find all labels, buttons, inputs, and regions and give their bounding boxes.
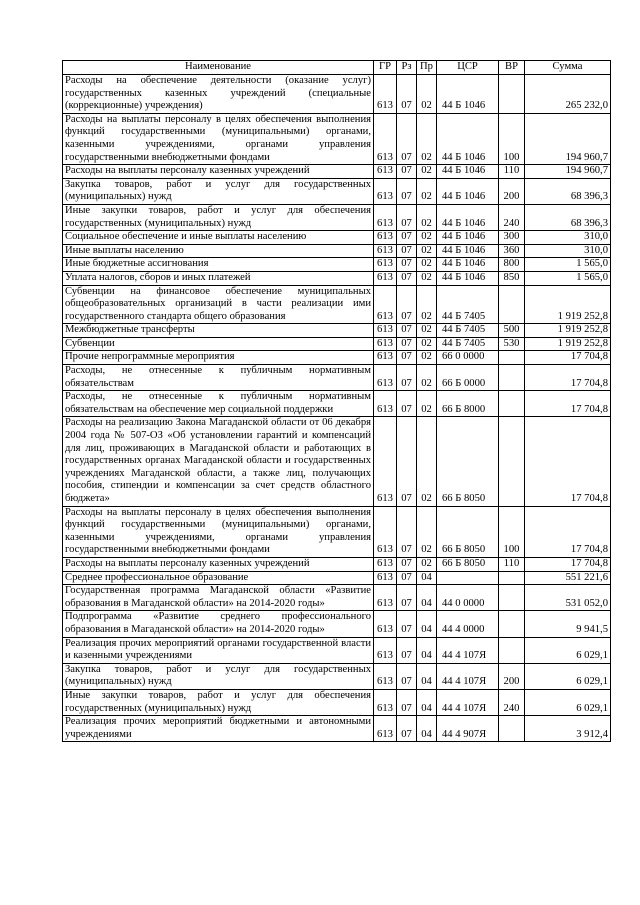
cell-vr [499, 391, 525, 417]
cell-rz: 07 [397, 365, 417, 391]
cell-sum: 551 221,6 [525, 571, 611, 585]
cell-sum: 310,0 [525, 244, 611, 258]
cell-name: Субвенции [63, 337, 374, 351]
header-gr: ГР [374, 61, 397, 75]
cell-sum: 265 232,0 [525, 75, 611, 114]
table-row [63, 689, 611, 715]
cell-rz: 07 [397, 165, 417, 179]
cell-pr: 04 [417, 611, 437, 637]
cell-vr: 850 [499, 271, 525, 285]
cell-vr: 100 [499, 506, 525, 557]
cell-sum: 6 029,1 [525, 637, 611, 663]
cell-vr: 100 [499, 113, 525, 164]
cell-vr [499, 365, 525, 391]
cell-sum: 194 960,7 [525, 113, 611, 164]
table-row [63, 165, 611, 179]
cell-rz: 07 [397, 271, 417, 285]
cell-csr: 44 Б 1046 [437, 271, 499, 285]
cell-pr: 04 [417, 637, 437, 663]
cell-vr: 800 [499, 258, 525, 272]
cell-gr: 613 [374, 178, 397, 204]
cell-name: Расходы на выплаты персоналу казенных учреждений [63, 557, 374, 571]
cell-gr: 613 [374, 258, 397, 272]
cell-rz: 07 [397, 178, 417, 204]
cell-pr: 02 [417, 351, 437, 365]
cell-csr: 44 Б 1046 [437, 204, 499, 230]
table-row [63, 258, 611, 272]
cell-rz: 07 [397, 663, 417, 689]
cell-pr: 04 [417, 663, 437, 689]
cell-name: Субвенции на финансовое обеспечение муниципальных общеобразовательных организаций в части реализации ими государственного стандарта общего образования [63, 285, 374, 324]
table-row [63, 417, 611, 506]
cell-name: Иные закупки товаров, работ и услуг для обеспечения государственных (муниципальных) нужд [63, 689, 374, 715]
cell-gr: 613 [374, 204, 397, 230]
cell-sum: 1 919 252,8 [525, 324, 611, 338]
table-row [63, 365, 611, 391]
cell-name: Государственная программа Магаданской области «Развитие образования в Магаданской области» на 2014-2020 годы» [63, 585, 374, 611]
cell-csr: 66 Б 8050 [437, 417, 499, 506]
cell-rz: 07 [397, 716, 417, 742]
cell-gr: 613 [374, 271, 397, 285]
cell-vr [499, 417, 525, 506]
cell-gr: 613 [374, 585, 397, 611]
header-name: Наименование [63, 61, 374, 75]
cell-csr: 44 4 107Я [437, 637, 499, 663]
cell-rz: 07 [397, 337, 417, 351]
cell-name: Межбюджетные трансферты [63, 324, 374, 338]
cell-gr: 613 [374, 611, 397, 637]
header-sum: Сумма [525, 61, 611, 75]
cell-csr: 66 Б 8000 [437, 391, 499, 417]
cell-pr: 02 [417, 557, 437, 571]
cell-name: Расходы на выплаты персоналу в целях обеспечения выполнения функций государственными (муниципальными) органами, казенными учреждениями, органами управления государственными внебюджетными фондами [63, 113, 374, 164]
cell-sum: 1 919 252,8 [525, 337, 611, 351]
cell-sum: 1 565,0 [525, 271, 611, 285]
cell-pr: 02 [417, 165, 437, 179]
cell-csr: 44 Б 1046 [437, 165, 499, 179]
table-row [63, 337, 611, 351]
cell-name: Расходы на обеспечение деятельности (оказание услуг) государственных казенных учреждений (специальные (коррекционные) учреждения) [63, 75, 374, 114]
cell-gr: 613 [374, 716, 397, 742]
cell-rz: 07 [397, 689, 417, 715]
cell-vr: 110 [499, 165, 525, 179]
cell-name: Иные выплаты населению [63, 244, 374, 258]
cell-vr: 360 [499, 244, 525, 258]
cell-pr: 02 [417, 391, 437, 417]
cell-csr: 66 Б 8050 [437, 506, 499, 557]
cell-rz: 07 [397, 611, 417, 637]
header-pr: Пр [417, 61, 437, 75]
cell-sum: 17 704,8 [525, 506, 611, 557]
cell-vr: 240 [499, 204, 525, 230]
cell-gr: 613 [374, 417, 397, 506]
cell-pr: 02 [417, 324, 437, 338]
cell-rz: 07 [397, 258, 417, 272]
cell-pr: 04 [417, 571, 437, 585]
cell-name: Иные бюджетные ассигнования [63, 258, 374, 272]
cell-vr: 530 [499, 337, 525, 351]
cell-sum: 1 565,0 [525, 258, 611, 272]
cell-rz: 07 [397, 637, 417, 663]
header-vr: ВР [499, 61, 525, 75]
budget-document [62, 60, 610, 742]
cell-rz: 07 [397, 506, 417, 557]
table-row [63, 244, 611, 258]
table-row [63, 324, 611, 338]
cell-sum: 1 919 252,8 [525, 285, 611, 324]
table-row [63, 663, 611, 689]
header-csr: ЦСР [437, 61, 499, 75]
table-row [63, 231, 611, 245]
cell-gr: 613 [374, 663, 397, 689]
table-row [63, 178, 611, 204]
budget-table [62, 60, 611, 742]
cell-csr: 44 Б 1046 [437, 258, 499, 272]
cell-vr [499, 351, 525, 365]
cell-rz: 07 [397, 113, 417, 164]
cell-csr: 44 4 107Я [437, 689, 499, 715]
cell-csr: 44 Б 1046 [437, 75, 499, 114]
cell-sum: 17 704,8 [525, 417, 611, 506]
cell-pr: 02 [417, 178, 437, 204]
table-header-row [63, 61, 611, 75]
cell-rz: 07 [397, 557, 417, 571]
cell-sum: 17 704,8 [525, 351, 611, 365]
cell-gr: 613 [374, 285, 397, 324]
cell-csr: 44 Б 1046 [437, 231, 499, 245]
table-row [63, 585, 611, 611]
cell-pr: 02 [417, 506, 437, 557]
cell-gr: 613 [374, 506, 397, 557]
cell-gr: 613 [374, 689, 397, 715]
cell-pr: 04 [417, 716, 437, 742]
cell-vr: 200 [499, 663, 525, 689]
cell-csr: 66 Б 0000 [437, 365, 499, 391]
cell-name: Иные закупки товаров, работ и услуг для обеспечения государственных (муниципальных) нужд [63, 204, 374, 230]
cell-pr: 02 [417, 113, 437, 164]
cell-vr [499, 75, 525, 114]
cell-rz: 07 [397, 417, 417, 506]
cell-sum: 17 704,8 [525, 391, 611, 417]
table-row [63, 611, 611, 637]
cell-sum: 68 396,3 [525, 204, 611, 230]
cell-gr: 613 [374, 231, 397, 245]
cell-name: Расходы на выплаты персоналу в целях обеспечения выполнения функций государственными (муниципальными) органами, казенными учреждениями, органами управления государственными внебюджетными фондами [63, 506, 374, 557]
cell-name: Расходы на реализацию Закона Магаданской области от 06 декабря 2004 года № 507-ОЗ «Об установлении гарантий и компенсаций для лиц, проживающих в Магаданской области и работающих в государственных органах Магаданской области и государственных учреждениях Магаданской области, а также лиц, получающих пособия, стипендии и компенсации за счет средств областного бюджета» [63, 417, 374, 506]
cell-sum: 310,0 [525, 231, 611, 245]
cell-sum: 17 704,8 [525, 557, 611, 571]
cell-pr: 04 [417, 689, 437, 715]
cell-vr [499, 611, 525, 637]
cell-rz: 07 [397, 285, 417, 324]
cell-name: Реализация прочих мероприятий органами государственной власти и казенными учреждениями [63, 637, 374, 663]
cell-sum: 531 052,0 [525, 585, 611, 611]
table-row [63, 113, 611, 164]
cell-pr: 02 [417, 285, 437, 324]
cell-name: Прочие непрограммные мероприятия [63, 351, 374, 365]
cell-vr [499, 637, 525, 663]
table-row [63, 571, 611, 585]
cell-csr: 66 Б 8050 [437, 557, 499, 571]
cell-rz: 07 [397, 231, 417, 245]
cell-csr: 44 4 107Я [437, 663, 499, 689]
cell-csr: 44 4 907Я [437, 716, 499, 742]
cell-rz: 07 [397, 324, 417, 338]
table-row [63, 637, 611, 663]
table-row [63, 204, 611, 230]
cell-gr: 613 [374, 571, 397, 585]
cell-rz: 07 [397, 244, 417, 258]
cell-sum: 194 960,7 [525, 165, 611, 179]
cell-gr: 613 [374, 324, 397, 338]
cell-name: Среднее профессиональное образование [63, 571, 374, 585]
cell-vr [499, 585, 525, 611]
cell-sum: 68 396,3 [525, 178, 611, 204]
cell-csr: 44 Б 1046 [437, 113, 499, 164]
cell-sum: 6 029,1 [525, 689, 611, 715]
cell-csr [437, 571, 499, 585]
cell-rz: 07 [397, 351, 417, 365]
table-body [63, 75, 611, 742]
cell-sum: 3 912,4 [525, 716, 611, 742]
cell-name: Реализация прочих мероприятий бюджетными и автономными учреждениями [63, 716, 374, 742]
cell-vr: 200 [499, 178, 525, 204]
cell-pr: 02 [417, 337, 437, 351]
cell-sum: 6 029,1 [525, 663, 611, 689]
cell-csr: 44 Б 7405 [437, 285, 499, 324]
cell-csr: 44 Б 1046 [437, 178, 499, 204]
cell-vr [499, 285, 525, 324]
cell-vr: 300 [499, 231, 525, 245]
cell-csr: 44 0 0000 [437, 585, 499, 611]
cell-pr: 02 [417, 417, 437, 506]
table-row [63, 271, 611, 285]
cell-gr: 613 [374, 113, 397, 164]
cell-csr: 44 Б 1046 [437, 244, 499, 258]
cell-gr: 613 [374, 337, 397, 351]
cell-pr: 02 [417, 75, 437, 114]
table-row [63, 351, 611, 365]
cell-csr: 44 Б 7405 [437, 324, 499, 338]
table-row [63, 557, 611, 571]
cell-gr: 613 [374, 637, 397, 663]
cell-rz: 07 [397, 204, 417, 230]
cell-rz: 07 [397, 391, 417, 417]
header-rz: Рз [397, 61, 417, 75]
cell-pr: 02 [417, 258, 437, 272]
table-row [63, 716, 611, 742]
cell-csr: 44 Б 7405 [437, 337, 499, 351]
cell-rz: 07 [397, 75, 417, 114]
cell-pr: 02 [417, 204, 437, 230]
cell-vr [499, 571, 525, 585]
cell-vr: 500 [499, 324, 525, 338]
cell-name: Подпрограмма «Развитие среднего профессионального образования в Магаданской области» на 2014-2020 годы» [63, 611, 374, 637]
table-row [63, 285, 611, 324]
cell-pr: 02 [417, 231, 437, 245]
cell-rz: 07 [397, 571, 417, 585]
cell-sum: 9 941,5 [525, 611, 611, 637]
cell-name: Уплата налогов, сборов и иных платежей [63, 271, 374, 285]
cell-name: Расходы на выплаты персоналу казенных учреждений [63, 165, 374, 179]
cell-pr: 02 [417, 271, 437, 285]
cell-pr: 02 [417, 244, 437, 258]
cell-gr: 613 [374, 75, 397, 114]
table-row [63, 391, 611, 417]
cell-sum: 17 704,8 [525, 365, 611, 391]
cell-vr: 240 [499, 689, 525, 715]
cell-gr: 613 [374, 391, 397, 417]
table-row [63, 506, 611, 557]
cell-gr: 613 [374, 351, 397, 365]
cell-vr: 110 [499, 557, 525, 571]
cell-vr [499, 716, 525, 742]
cell-gr: 613 [374, 165, 397, 179]
cell-name: Закупка товаров, работ и услуг для государственных (муниципальных) нужд [63, 663, 374, 689]
cell-gr: 613 [374, 557, 397, 571]
cell-pr: 04 [417, 585, 437, 611]
cell-name: Расходы, не отнесенные к публичным нормативным обязательствам на обеспечение мер социальной поддержки [63, 391, 374, 417]
cell-pr: 02 [417, 365, 437, 391]
cell-csr: 66 0 0000 [437, 351, 499, 365]
cell-name: Закупка товаров, работ и услуг для государственных (муниципальных) нужд [63, 178, 374, 204]
table-row [63, 75, 611, 114]
cell-csr: 44 4 0000 [437, 611, 499, 637]
cell-rz: 07 [397, 585, 417, 611]
cell-name: Расходы, не отнесенные к публичным нормативным обязательствам [63, 365, 374, 391]
cell-gr: 613 [374, 244, 397, 258]
cell-name: Социальное обеспечение и иные выплаты населению [63, 231, 374, 245]
cell-gr: 613 [374, 365, 397, 391]
